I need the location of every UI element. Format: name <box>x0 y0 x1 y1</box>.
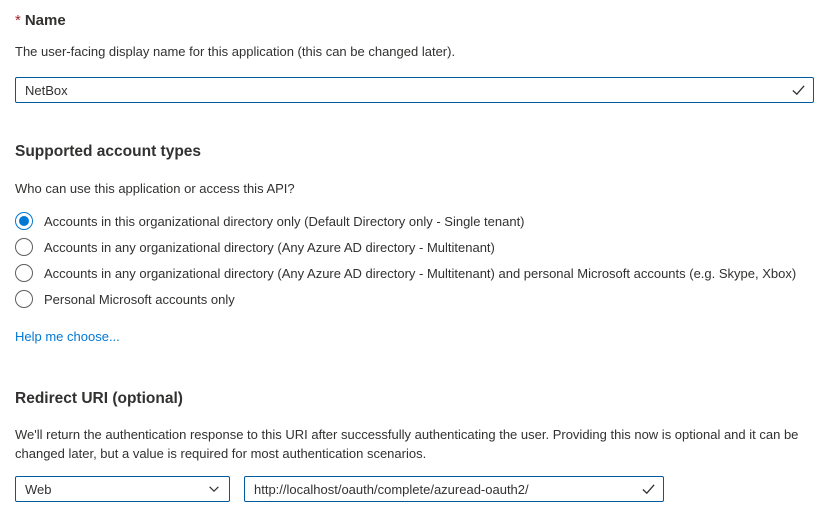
redirect-uri-description: We'll return the authentication response to this URI after successfully authenticating the user. Providing this now is optional and it can be changed later, but a value is required for most authentication scenarios. <box>15 427 799 461</box>
redirect-uri-section <box>15 390 814 502</box>
radio-button-icon[interactable] <box>15 212 33 230</box>
supported-account-types-section <box>15 143 814 346</box>
radio-personal-only[interactable] <box>15 286 814 312</box>
radio-label: Accounts in any organizational directory (Any Azure AD directory - Multitenant) <box>44 239 495 255</box>
name-section <box>15 12 814 103</box>
redirect-uri-heading: Redirect URI (optional) <box>15 390 183 407</box>
radio-multitenant[interactable] <box>15 234 814 260</box>
account-types-heading: Supported account types <box>15 143 202 160</box>
radio-single-tenant[interactable] <box>15 208 814 234</box>
platform-dropdown[interactable] <box>15 476 230 502</box>
radio-label: Accounts in this organizational directory only (Default Directory only - Single tenant) <box>44 213 525 229</box>
radio-label: Accounts in any organizational directory (Any Azure AD directory - Multitenant) and personal Microsoft accounts (e.g. Skype, Xbox) <box>44 265 797 281</box>
platform-dropdown-value: Web <box>25 481 52 497</box>
radio-button-icon[interactable] <box>15 238 33 256</box>
help-me-choose-link[interactable]: Help me choose... <box>15 329 120 344</box>
radio-label: Personal Microsoft accounts only <box>44 291 235 307</box>
name-input-wrap <box>15 77 814 103</box>
name-label <box>15 12 814 29</box>
redirect-uri-input-wrap <box>244 476 664 502</box>
name-label-text: Name <box>24 12 66 29</box>
redirect-uri-row <box>15 476 814 502</box>
redirect-uri-input[interactable] <box>244 476 664 502</box>
radio-button-icon[interactable] <box>15 264 33 282</box>
radio-multitenant-personal[interactable] <box>15 260 814 286</box>
radio-button-icon[interactable] <box>15 290 33 308</box>
name-input[interactable] <box>15 77 814 103</box>
required-asterisk: * <box>15 12 21 29</box>
chevron-down-icon <box>207 482 221 496</box>
account-types-question: Who can use this application or access this API? <box>15 181 295 196</box>
name-description: The user-facing display name for this application (this can be changed later). <box>15 44 456 59</box>
